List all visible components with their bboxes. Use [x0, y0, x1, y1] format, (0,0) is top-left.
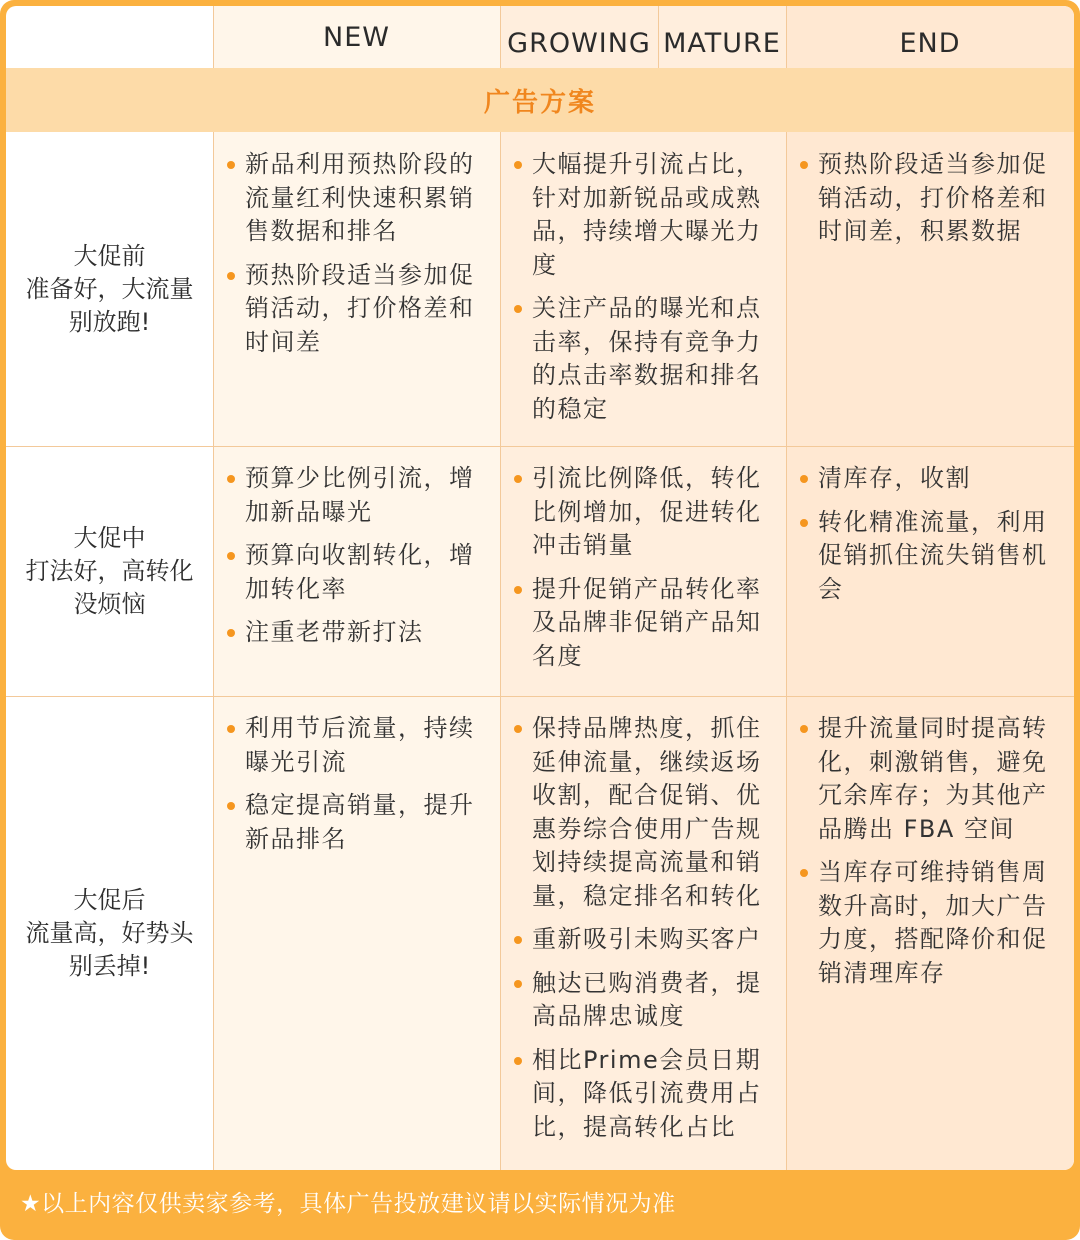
stage-slogan-line-1: 打法好，高转化 [25, 556, 194, 585]
bullet-icon [514, 1057, 522, 1065]
cell-pre-new [213, 132, 500, 369]
list-item [500, 462, 776, 563]
cell-during-growing-mature [500, 446, 786, 683]
item-text: 大幅提升引流占比，针对加新锐品或成熟品，持续增大曝光力度 [532, 150, 762, 279]
cell-post-growing-mature [500, 696, 786, 1154]
stage-slogan-line-2: 别放跑! [68, 307, 151, 336]
list-item [786, 506, 1064, 607]
item-text: 重新吸引未购买客户 [532, 925, 762, 953]
section-title-ad-plan: 广告方案 [6, 68, 1074, 132]
item-text: 提升促销产品转化率及品牌非促销产品知名度 [532, 574, 762, 670]
cell-during-end [786, 446, 1074, 616]
item-text: 触达已购消费者，提高品牌忠诚度 [532, 968, 762, 1030]
bullet-icon [227, 629, 235, 637]
list-item [500, 573, 776, 674]
item-text: 清库存，收割 [818, 464, 971, 492]
bullet-icon [514, 725, 522, 733]
list-item [500, 712, 776, 913]
bullet-icon [514, 936, 522, 944]
bullet-icon [800, 161, 808, 169]
bullet-icon [227, 802, 235, 810]
item-text: 预算少比例引流，增加新品曝光 [245, 464, 475, 526]
stage-slogan-line-1: 流量高，好势头 [25, 918, 194, 947]
bullet-icon [514, 161, 522, 169]
item-text: 保持品牌热度，抓住延伸流量，继续返场收割，配合促销、优惠券综合使用广告规划持续提高流量和销量，稳定排名和转化 [532, 714, 762, 910]
divider-v-7 [786, 132, 787, 1170]
bullet-icon [227, 161, 235, 169]
bullet-icon [227, 475, 235, 483]
header-end: END [899, 27, 961, 59]
list-item [500, 292, 776, 426]
list-item [213, 539, 490, 606]
item-text: 提升流量同时提高转化，刺激销售，避免冗余库存；为其他产品腾出 FBA 空间 [818, 714, 1048, 843]
header-growing: GROWING [507, 27, 651, 59]
list-item [213, 616, 490, 650]
cell-post-end [786, 696, 1074, 1000]
item-text: 当库存可维持销售周数升高时，加大广告力度，搭配降价和促销清理库存 [818, 858, 1048, 987]
item-text: 引流比例降低，转化比例增加，促进转化冲击销量 [532, 464, 762, 559]
list-item [500, 1044, 776, 1145]
stage-during-promo [6, 446, 213, 696]
list-item [786, 462, 1064, 496]
item-text: 关注产品的曝光和点击率，保持有竞争力的点击率数据和排名的稳定 [532, 294, 762, 423]
bullet-icon [800, 869, 808, 877]
strategy-table [6, 6, 1074, 1170]
stage-slogan-line-2: 别丢掉! [68, 951, 151, 980]
list-item [213, 789, 490, 856]
bullet-icon [514, 980, 522, 988]
item-text: 利用节后流量，持续曝光引流 [245, 714, 475, 776]
cell-pre-end [786, 132, 1074, 259]
bullet-icon [514, 475, 522, 483]
bullet-icon [800, 475, 808, 483]
item-text: 注重老带新打法 [245, 618, 424, 646]
item-text: 预算向收割转化，增加转化率 [245, 541, 475, 603]
bullet-icon [514, 586, 522, 594]
divider-v-4 [786, 6, 787, 68]
list-item [500, 148, 776, 282]
header-new: NEW [323, 21, 390, 53]
list-item [213, 462, 490, 529]
header-mature: MATURE [663, 27, 781, 59]
cell-pre-growing-mature [500, 132, 786, 436]
list-item [500, 967, 776, 1034]
stage-pre-promo [6, 132, 213, 446]
header-blank [6, 6, 213, 68]
item-text: 新品利用预热阶段的流量红利快速积累销售数据和排名 [245, 150, 475, 245]
item-text: 转化精准流量，利用促销抓住流失销售机会 [818, 507, 1048, 603]
bullet-icon [227, 725, 235, 733]
cell-during-new [213, 446, 500, 660]
divider-v-1 [213, 6, 214, 68]
stage-slogan-line-1: 准备好，大流量 [25, 274, 194, 303]
divider-v-2 [500, 6, 501, 68]
item-text: 相比Prime会员日期间，降低引流费用占比，提高转化占比 [532, 1045, 762, 1141]
bullet-icon [227, 272, 235, 280]
bullet-icon [800, 725, 808, 733]
list-item [786, 712, 1064, 846]
list-item [500, 923, 776, 957]
divider-v-3 [658, 6, 659, 68]
stage-title: 大促后 [73, 885, 146, 914]
bullet-icon [514, 305, 522, 313]
list-item [786, 856, 1064, 990]
disclaimer-footer: ★以上内容仅供卖家参考，具体广告投放建议请以实际情况为准 [20, 1190, 676, 1217]
list-item [213, 259, 490, 360]
list-item [213, 712, 490, 779]
stage-post-promo [6, 696, 213, 1170]
cell-post-new [213, 696, 500, 866]
stage-title: 大促中 [73, 523, 146, 552]
item-text: 预热阶段适当参加促销活动，打价格差和时间差，积累数据 [818, 150, 1048, 245]
bullet-icon [227, 552, 235, 560]
item-text: 稳定提高销量，提升新品排名 [245, 791, 475, 853]
list-item [213, 148, 490, 249]
stage-slogan-line-2: 没烦恼 [73, 589, 146, 618]
bullet-icon [800, 519, 808, 527]
stage-title: 大促前 [73, 241, 146, 270]
list-item [786, 148, 1064, 249]
item-text: 预热阶段适当参加促销活动，打价格差和时间差 [245, 260, 475, 356]
